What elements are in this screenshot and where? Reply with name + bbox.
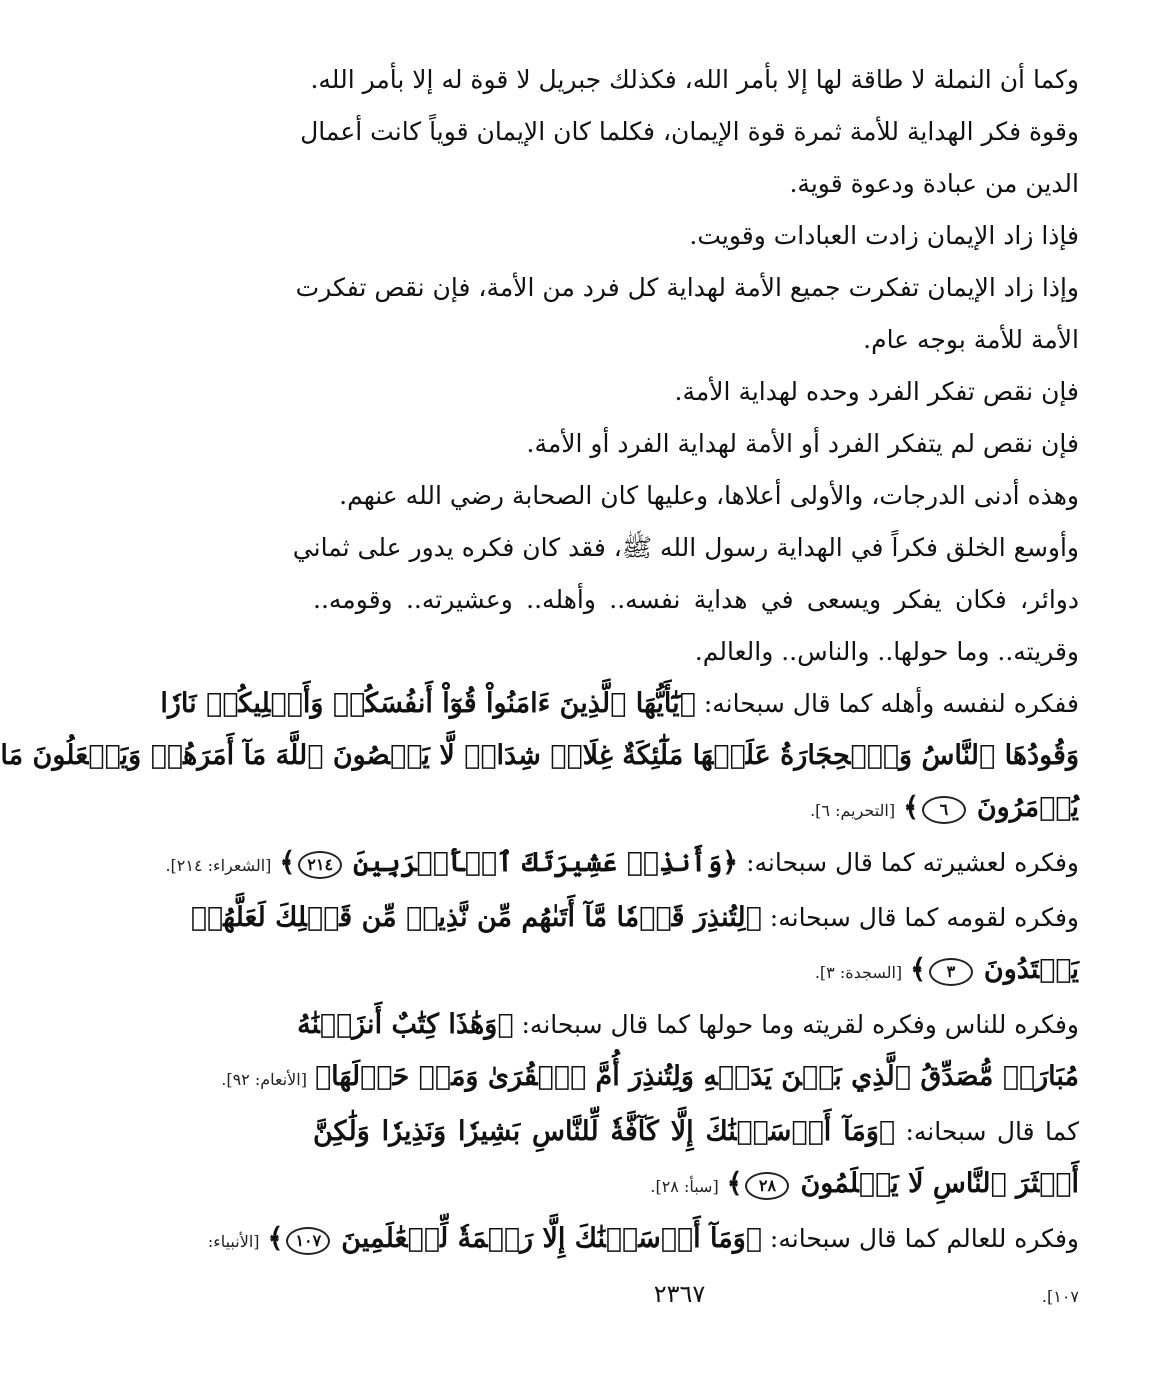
quran-bracket-open: ﴿: [878, 1116, 896, 1147]
quran-bracket-close: ﴾: [279, 847, 296, 878]
ayah-number-marker: ١٠٧: [286, 1227, 330, 1255]
paragraph-line: وكما أن النملة لا طاقة لها إلا بأمر الله، فكذلك جبريل لا قوة له إلا بأمر الله.: [310, 65, 1079, 94]
quran-bracket-close: ﴾: [726, 1168, 743, 1199]
verse-line: [221, 1051, 1079, 1106]
paragraph-line: وأوسع الخلق فكراً في الهداية رسول الله ﷺ، فقد كان فكره يدور على ثماني: [292, 533, 1079, 562]
quran-text: وَمَآ أَرۡسَلۡنَٰكَ إِلَّا رَحۡمَةٗ لِّلۡعَٰلَمِينَ: [341, 1223, 746, 1254]
paragraph-line: وقوة فكر الهداية للأمة ثمرة قوة الإيمان، فكلما كان الإيمان قوياً كانت أعمال: [300, 117, 1079, 146]
verse-reference-continuation: ١٠٧].: [1041, 1287, 1079, 1306]
ayah-number-marker: ٢١٤: [298, 851, 342, 879]
verse-reference: [سبأ: ٢٨].: [650, 1177, 719, 1196]
paragraph-line: وإذا زاد الإيمان تفكرت جميع الأمة لهداية كل فرد من الأمة، فإن نقص تفكرت: [295, 273, 1079, 302]
verse-intro: وفكره لعشيرته كما قال سبحانه:: [746, 848, 1079, 877]
verse-intro: كما قال سبحانه:: [905, 1117, 1079, 1146]
verse-line: [190, 892, 1079, 944]
paragraph-line: دوائر، فكان يفكر ويسعى في هداية نفسه.. وأهله.. وعشيرته.. وقومه..: [313, 585, 1079, 614]
verse-intro: ففكره لنفسه وأهله كما قال سبحانه:: [703, 689, 1079, 718]
quran-bracket-close: ﴾: [910, 954, 926, 985]
quran-bracket-open: ﴿: [745, 902, 762, 933]
verse-line: [0, 730, 1079, 782]
paragraph-line: فإذا زاد الإيمان زادت العبادات وقويت.: [689, 221, 1079, 250]
verse-line: [160, 678, 1079, 730]
verse-line: [297, 999, 1079, 1051]
ayah-number-marker: ٦: [922, 796, 966, 824]
paragraph-line: فإن نقص تفكر الفرد وحده لهداية الأمة.: [674, 377, 1079, 406]
quran-bracket-close: ﴾: [267, 1223, 284, 1254]
quran-text: وَهَٰذَا كِتَٰبٌ أَنزَلۡنَٰهُ: [297, 1009, 498, 1040]
verse-reference: [السجدة: ٣].: [814, 963, 903, 982]
paragraph-line: وهذه أدنى الدرجات، والأولى أعلاها، وعليها كان الصحابة رضي الله عنهم.: [339, 481, 1079, 510]
verse-line: [207, 1213, 1079, 1268]
verse-line: [313, 1106, 1079, 1158]
verse-reference: [الشعراء: ٢١٤].: [165, 856, 272, 875]
paragraph-line: الأمة للأمة بوجه عام.: [863, 325, 1079, 354]
paragraph-line: الدين من عبادة ودعوة قوية.: [789, 169, 1079, 198]
paragraph-line: فإن نقص لم يتفكر الفرد أو الأمة لهداية الفرد أو الأمة.: [526, 429, 1079, 458]
quran-text: لِتُنذِرَ قَوۡمٗا مَّآ أَتَىٰهُم مِّن نَّذِيرٖ مِّن قَبۡلِكَ لَعَلَّهُمۡ: [190, 902, 746, 933]
quran-bracket-close: ﴾: [314, 1061, 332, 1092]
verse-reference: [الأنعام: ٩٢].: [221, 1070, 307, 1089]
paragraph-line: وقريته.. وما حولها.. والناس.. والعالم.: [694, 637, 1079, 666]
ayah-number-marker: ٣: [929, 958, 973, 986]
quran-bracket-open: ﴿: [722, 847, 739, 878]
quran-text: وَقُودُهَا ٱلنَّاسُ وَٱلۡحِجَارَةُ عَلَيۡهَا مَلَٰٓئِكَةٌ غِلَاظٞ شِدَادٞ لَّا يَعۡصُونَ ٱللَّهَ مَآ أَمَرَهُمۡ وَيَفۡعَلُونَ مَا: [0, 740, 1079, 771]
quran-text: مُبَارَكٞ مُّصَدِّقُ ٱلَّذِي بَيۡنَ يَدَيۡهِ وَلِتُنذِرَ أُمَّ ٱلۡقُرَىٰ وَمَنۡ حَوۡلَهَا: [331, 1061, 1079, 1092]
quran-text: يُؤۡمَرُونَ: [976, 792, 1079, 823]
verse-line: [165, 837, 1079, 892]
verse-line: [313, 1158, 1079, 1213]
page-number: ٢٣٦٧: [653, 1280, 706, 1308]
quran-text: يَهۡتَدُونَ: [983, 954, 1079, 985]
quran-text: وَمَآ أَرۡسَلۡنَٰكَ إِلَّا كَآفَّةٗ لِّلنَّاسِ بَشِيرٗا وَنَذِيرٗا وَلَٰكِنَّ: [313, 1116, 879, 1147]
quran-text: وَأَنذِرۡ عَشِيرَتَكَ ٱلۡأَقۡرَبِينَ: [353, 847, 723, 878]
verse-intro: وفكره للناس وفكره لقريته وما حولها كما قال سبحانه:: [521, 1010, 1079, 1039]
verse-reference: [الأنبياء:: [207, 1232, 260, 1251]
quran-text: يَٰٓأَيُّهَا ٱلَّذِينَ ءَامَنُواْ قُوٓاْ أَنفُسَكُمۡ وَأَهۡلِيكُمۡ نَارٗا: [160, 688, 680, 719]
verse-intro: وفكره للعالم كما قال سبحانه:: [769, 1224, 1079, 1253]
quran-bracket-close: ﴾: [903, 792, 919, 823]
verse-line: [313, 944, 1079, 999]
quran-bracket-open: ﴿: [497, 1009, 514, 1040]
book-page-text: [0, 54, 1079, 1323]
verse-intro: وفكره لقومه كما قال سبحانه:: [769, 903, 1079, 932]
quran-bracket-open: ﴿: [679, 688, 696, 719]
verse-reference: [التحريم: ٦].: [810, 801, 896, 820]
quran-text: أَكۡثَرَ ٱلنَّاسِ لَا يَعۡلَمُونَ: [800, 1168, 1079, 1199]
quran-bracket-open: ﴿: [745, 1223, 762, 1254]
ayah-number-marker: ٢٨: [745, 1172, 789, 1200]
verse-line: [313, 782, 1079, 837]
